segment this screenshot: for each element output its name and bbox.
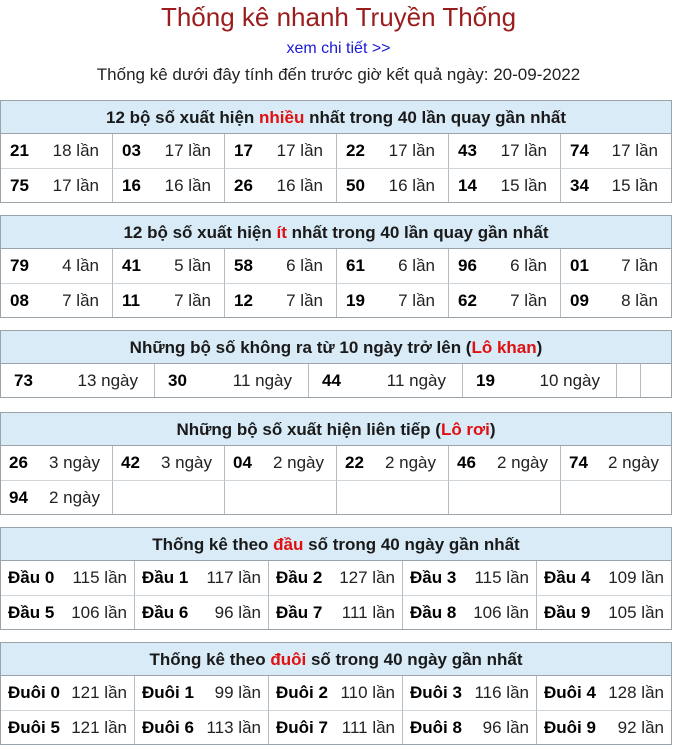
stat-label: Đầu 2 [276, 568, 323, 587]
number: 04 [233, 453, 252, 472]
number-cell [561, 249, 671, 283]
count: 17 lần [52, 176, 99, 195]
number-cell [1, 446, 113, 480]
duoi-header [1, 643, 671, 676]
number: 17 [234, 141, 253, 160]
stat-cell [1, 595, 135, 629]
most-frequent-header [1, 101, 671, 134]
lo-roi-section [0, 412, 672, 515]
stat-cell [269, 710, 403, 744]
count: 106 lần [473, 603, 529, 622]
stat-cell [537, 710, 671, 744]
number: 16 [122, 176, 141, 195]
stat-cell [135, 595, 269, 629]
number-cell [309, 364, 463, 397]
least-frequent-grid [1, 249, 671, 317]
number-cell [337, 134, 449, 168]
number: 26 [234, 176, 253, 195]
stat-label: Đuôi 0 [8, 683, 60, 702]
stat-cell [403, 595, 537, 629]
stat-cell [537, 676, 671, 710]
count: 110 lần [340, 683, 395, 702]
duoi-grid [1, 676, 671, 744]
stat-label: Đuôi 5 [8, 718, 60, 737]
number-cell [337, 249, 449, 283]
count: 117 lần [206, 568, 261, 587]
duoi-section [0, 642, 672, 745]
count: 7 lần [621, 256, 658, 275]
number: 19 [476, 371, 495, 390]
count: 13 ngày [77, 371, 138, 390]
count: 11 ngày [386, 371, 446, 390]
count: 15 lần [611, 176, 658, 195]
stat-label: Đầu 8 [410, 603, 457, 622]
header-text-highlight: Lô rơi [440, 420, 490, 439]
header-text-highlight: đuôi [270, 650, 307, 669]
stat-label: Đuôi 7 [276, 718, 328, 737]
count: 2 ngày [272, 453, 324, 472]
count: 121 lần [71, 718, 127, 737]
number: 12 [234, 291, 253, 310]
number-cell [1, 480, 113, 514]
number-cell [225, 249, 337, 283]
number-cell [113, 168, 225, 202]
count: 6 lần [510, 256, 547, 275]
dau-grid [1, 561, 671, 629]
header-text-highlight: đầu [273, 535, 304, 554]
stat-cell [269, 595, 403, 629]
stat-cell [269, 676, 403, 710]
number-cell [1, 134, 113, 168]
header-text-pre: Những bộ số xuất hiện liên tiếp ( [176, 420, 441, 439]
header-text-highlight: ít [276, 223, 287, 242]
count: 7 lần [286, 291, 323, 310]
number-cell [1, 249, 113, 283]
header-text-pre: 12 bộ số xuất hiện [123, 223, 277, 242]
number-cell [113, 134, 225, 168]
number: 62 [458, 291, 477, 310]
stat-cell [1, 561, 135, 595]
number-cell [449, 168, 561, 202]
dau-section [0, 527, 672, 630]
header-text-post: số trong 40 ngày gần nhất [303, 535, 520, 554]
count: 2 ngày [384, 453, 436, 472]
stat-cell [1, 710, 135, 744]
count: 17 lần [500, 141, 547, 160]
header-text-pre: Thống kê theo [152, 535, 274, 554]
stat-cell [537, 561, 671, 595]
count: 113 lần [206, 718, 261, 737]
count: 7 lần [174, 291, 211, 310]
number: 41 [122, 256, 141, 275]
count: 17 lần [276, 141, 323, 160]
count: 6 lần [286, 256, 323, 275]
header-text-highlight: nhiều [259, 108, 305, 127]
count: 10 ngày [539, 371, 600, 390]
lo-khan-grid [1, 364, 671, 397]
count: 92 lần [617, 718, 664, 737]
stat-label: Đầu 7 [276, 603, 323, 622]
count: 121 lần [71, 683, 127, 702]
count: 7 lần [510, 291, 547, 310]
count: 96 lần [482, 718, 529, 737]
dau-header [1, 528, 671, 561]
count: 127 lần [339, 568, 395, 587]
count: 128 lần [608, 683, 664, 702]
count: 6 lần [398, 256, 435, 275]
number: 19 [346, 291, 365, 310]
count: 17 lần [611, 141, 658, 160]
header-text-post: nhất trong 40 lần quay gần nhất [286, 223, 549, 242]
stat-cell [537, 595, 671, 629]
number: 03 [122, 141, 141, 160]
empty-cell [641, 364, 665, 397]
number-cell [113, 283, 225, 317]
header-text-post: ) [489, 420, 496, 439]
count: 16 lần [276, 176, 323, 195]
stat-cell [135, 710, 269, 744]
count: 15 lần [500, 176, 547, 195]
number-cell [113, 249, 225, 283]
number: 30 [168, 371, 187, 390]
number-cell [561, 134, 671, 168]
number: 44 [322, 371, 341, 390]
header-text-pre: 12 bộ số xuất hiện [105, 108, 260, 127]
header-text-post: số trong 40 ngày gần nhất [306, 650, 523, 669]
number-cell [449, 249, 561, 283]
lo-roi-grid [1, 446, 671, 514]
number: 73 [14, 371, 33, 390]
number: 26 [9, 453, 28, 472]
lo-khan-header [1, 331, 671, 364]
count: 111 lần [341, 718, 395, 737]
stat-label: Đầu 6 [142, 603, 189, 622]
count: 96 lần [214, 603, 261, 622]
stat-label: Đầu 5 [8, 603, 55, 622]
count: 17 lần [388, 141, 435, 160]
most-frequent-grid [1, 134, 671, 202]
empty-cell [449, 480, 561, 514]
number: 50 [346, 176, 365, 195]
stat-cell [403, 561, 537, 595]
number-cell [225, 134, 337, 168]
number: 96 [458, 256, 477, 275]
stat-cell [1, 676, 135, 710]
header-text-pre: Thống kê theo [149, 650, 271, 669]
empty-cell [337, 480, 449, 514]
count: 99 lần [214, 683, 261, 702]
stat-label: Đuôi 1 [142, 683, 194, 702]
count: 7 lần [398, 291, 435, 310]
count: 16 lần [164, 176, 211, 195]
view-details-link[interactable]: xem chi tiết >> [286, 40, 391, 57]
stat-label: Đầu 0 [8, 568, 55, 587]
number-cell [225, 446, 337, 480]
number: 46 [457, 453, 476, 472]
count: 3 ngày [160, 453, 212, 472]
page-subtitle: Thống kê dưới đây tính đến trước giờ kết quả ngày: 20-09-2022 [96, 65, 581, 84]
number-cell [113, 446, 225, 480]
most-frequent-section [0, 100, 672, 203]
number: 11 [122, 291, 140, 310]
empty-cell [561, 480, 671, 514]
count: 109 lần [608, 568, 664, 587]
count: 115 lần [474, 568, 529, 587]
header-text-post: nhất trong 40 lần quay gần nhất [304, 108, 567, 127]
number: 14 [458, 176, 477, 195]
number-cell [155, 364, 309, 397]
count: 2 ngày [48, 488, 100, 507]
number-cell [337, 446, 449, 480]
number: 34 [570, 176, 589, 195]
number-cell [337, 283, 449, 317]
number-cell [1, 364, 155, 397]
count: 2 ngày [607, 453, 659, 472]
number: 01 [570, 256, 589, 275]
stat-label: Đuôi 2 [276, 683, 328, 702]
number-cell [449, 283, 561, 317]
count: 17 lần [164, 141, 211, 160]
stat-cell [269, 561, 403, 595]
stat-label: Đuôi 9 [544, 718, 596, 737]
number-cell [463, 364, 617, 397]
stat-label: Đầu 9 [544, 603, 591, 622]
header-text-pre: Những bộ số không ra từ 10 ngày trở lên ( [129, 338, 472, 357]
count: 3 ngày [48, 453, 100, 472]
empty-cell [113, 480, 225, 514]
count: 18 lần [52, 141, 99, 160]
count: 4 lần [62, 256, 99, 275]
number: 94 [9, 488, 28, 507]
number-cell [449, 134, 561, 168]
number: 09 [570, 291, 589, 310]
lo-khan-section [0, 330, 672, 398]
stat-label: Đầu 3 [410, 568, 457, 587]
number: 74 [569, 453, 588, 472]
stat-label: Đầu 1 [142, 568, 189, 587]
number: 42 [121, 453, 140, 472]
number-cell [1, 283, 113, 317]
number-cell [1, 168, 113, 202]
stat-cell [135, 561, 269, 595]
empty-cell [617, 364, 641, 397]
number: 21 [10, 141, 29, 160]
stat-cell [403, 710, 537, 744]
stat-cell [403, 676, 537, 710]
number-cell [561, 168, 671, 202]
count: 115 lần [72, 568, 127, 587]
count: 8 lần [621, 291, 658, 310]
number: 74 [570, 141, 589, 160]
lo-roi-header [1, 413, 671, 446]
least-frequent-section [0, 215, 672, 318]
count: 116 lần [474, 683, 529, 702]
count: 5 lần [174, 256, 211, 275]
number-cell [337, 168, 449, 202]
stat-label: Đuôi 6 [142, 718, 194, 737]
stat-label: Đuôi 8 [410, 718, 462, 737]
header-text-highlight: Lô khan [471, 338, 537, 357]
count: 2 ngày [496, 453, 548, 472]
number: 58 [234, 256, 253, 275]
number-cell [225, 283, 337, 317]
number-cell [561, 283, 671, 317]
empty-cell [225, 480, 337, 514]
number: 08 [10, 291, 29, 310]
stat-cell [135, 676, 269, 710]
header-text-post: ) [536, 338, 543, 357]
stat-label: Đầu 4 [544, 568, 591, 587]
number: 75 [10, 176, 29, 195]
number: 61 [346, 256, 365, 275]
number: 22 [346, 141, 365, 160]
stat-label: Đuôi 3 [410, 683, 462, 702]
count: 111 lần [341, 603, 395, 622]
stat-label: Đuôi 4 [544, 683, 596, 702]
number-cell [225, 168, 337, 202]
count: 7 lần [62, 291, 99, 310]
number-cell [449, 446, 561, 480]
count: 105 lần [608, 603, 664, 622]
number: 22 [345, 453, 364, 472]
count: 11 ngày [232, 371, 292, 390]
count: 106 lần [71, 603, 127, 622]
number-cell [561, 446, 671, 480]
number: 79 [10, 256, 29, 275]
least-frequent-header [1, 216, 671, 249]
count: 16 lần [388, 176, 435, 195]
number: 43 [458, 141, 477, 160]
page-title: Thống kê nhanh Truyền Thống [160, 2, 517, 32]
